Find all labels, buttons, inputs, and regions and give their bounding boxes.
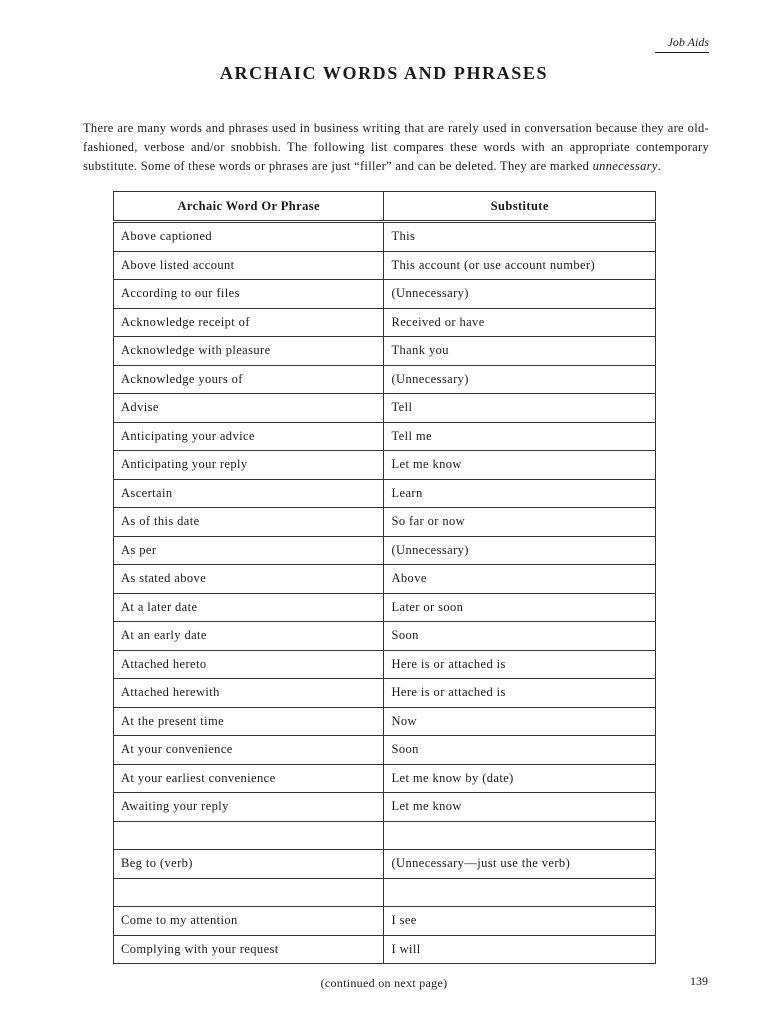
substitute-cell: Soon [384, 736, 656, 765]
table-row [114, 679, 656, 708]
table-row [114, 337, 656, 366]
archaic-phrase-cell: Acknowledge yours of [114, 365, 384, 394]
intro-emphasis: unnecessary [592, 158, 658, 173]
archaic-phrase-cell: Awaiting your reply [114, 793, 384, 822]
substitute-cell: (Unnecessary) [384, 280, 656, 309]
archaic-phrase-cell: Come to my attention [114, 907, 384, 936]
substitute-cell: Here is or attached is [384, 679, 656, 708]
table-row [114, 907, 656, 936]
substitute-cell: Soon [384, 622, 656, 651]
substitute-cell: Let me know by (date) [384, 764, 656, 793]
archaic-phrase-cell: Above listed account [114, 251, 384, 280]
intro-text: There are many words and phrases used in business writing that are rarely used in conversation because they are old-fashioned, verbose and/or snobbish. The following list compares these words with an appropriate contemporary substitute. Some of these words or phrases are just “filler” and can be deleted. They are marked [83, 120, 709, 173]
substitute-cell: (Unnecessary) [384, 365, 656, 394]
archaic-words-table [113, 191, 656, 964]
substitute-cell [384, 821, 656, 850]
archaic-phrase-cell: As per [114, 536, 384, 565]
archaic-phrase-cell [114, 821, 384, 850]
archaic-phrase-cell: Beg to (verb) [114, 850, 384, 879]
archaic-phrase-cell: According to our files [114, 280, 384, 309]
substitute-cell: Thank you [384, 337, 656, 366]
archaic-phrase-cell: Ascertain [114, 479, 384, 508]
table-row [114, 622, 656, 651]
continued-note: (continued on next page) [320, 976, 448, 990]
table-row [114, 394, 656, 423]
substitute-cell: Let me know [384, 793, 656, 822]
archaic-phrase-cell: As of this date [114, 508, 384, 537]
table-row [114, 850, 656, 879]
substitute-cell: Here is or attached is [384, 650, 656, 679]
archaic-phrase-cell: At the present time [114, 707, 384, 736]
archaic-phrase-cell: Acknowledge receipt of [114, 308, 384, 337]
table-row [114, 593, 656, 622]
table-row [114, 365, 656, 394]
archaic-phrase-cell: Advise [114, 394, 384, 423]
table-body [114, 222, 656, 964]
archaic-phrase-cell: At your convenience [114, 736, 384, 765]
table-row [114, 736, 656, 765]
substitute-cell: This account (or use account number) [384, 251, 656, 280]
substitute-cell: This [384, 222, 656, 252]
substitute-cell: I will [384, 935, 656, 964]
substitute-cell: Let me know [384, 451, 656, 480]
archaic-phrase-cell [114, 878, 384, 907]
archaic-phrase-cell: At your earliest convenience [114, 764, 384, 793]
archaic-phrase-cell: Attached herewith [114, 679, 384, 708]
table-row [114, 821, 656, 850]
table-header-row [114, 192, 656, 222]
table-row [114, 650, 656, 679]
table-row [114, 565, 656, 594]
table-row [114, 479, 656, 508]
archaic-phrase-cell: At a later date [114, 593, 384, 622]
archaic-phrase-cell: Anticipating your reply [114, 451, 384, 480]
table-row [114, 422, 656, 451]
substitute-cell: I see [384, 907, 656, 936]
archaic-phrase-cell: Complying with your request [114, 935, 384, 964]
column-header-substitute: Substitute [384, 192, 656, 222]
table-row [114, 793, 656, 822]
substitute-cell [384, 878, 656, 907]
substitute-cell: (Unnecessary) [384, 536, 656, 565]
table-row [114, 764, 656, 793]
intro-end: . [657, 158, 662, 173]
page-title: ARCHAIC WORDS AND PHRASES [219, 63, 549, 83]
intro-paragraph [83, 119, 709, 176]
table-row [114, 251, 656, 280]
substitute-cell: So far or now [384, 508, 656, 537]
substitute-cell: Later or soon [384, 593, 656, 622]
archaic-phrase-cell: Anticipating your advice [114, 422, 384, 451]
table-row [114, 222, 656, 252]
table-row [114, 508, 656, 537]
archaic-phrase-cell: At an early date [114, 622, 384, 651]
section-header: Job Aids [655, 35, 709, 53]
substitute-cell: Learn [384, 479, 656, 508]
table-row [114, 280, 656, 309]
table-row [114, 536, 656, 565]
table-row [114, 707, 656, 736]
table-row [114, 878, 656, 907]
table-row [114, 451, 656, 480]
page-number: 139 [690, 974, 708, 988]
archaic-phrase-cell: Attached hereto [114, 650, 384, 679]
archaic-phrase-cell: Acknowledge with pleasure [114, 337, 384, 366]
substitute-cell: Tell me [384, 422, 656, 451]
substitute-cell: Above [384, 565, 656, 594]
substitute-cell: Received or have [384, 308, 656, 337]
substitute-cell: Now [384, 707, 656, 736]
archaic-phrase-cell: As stated above [114, 565, 384, 594]
column-header-archaic: Archaic Word Or Phrase [114, 192, 384, 222]
substitute-cell: Tell [384, 394, 656, 423]
substitute-cell: (Unnecessary—just use the verb) [384, 850, 656, 879]
table-row [114, 935, 656, 964]
table-row [114, 308, 656, 337]
archaic-phrase-cell: Above captioned [114, 222, 384, 252]
